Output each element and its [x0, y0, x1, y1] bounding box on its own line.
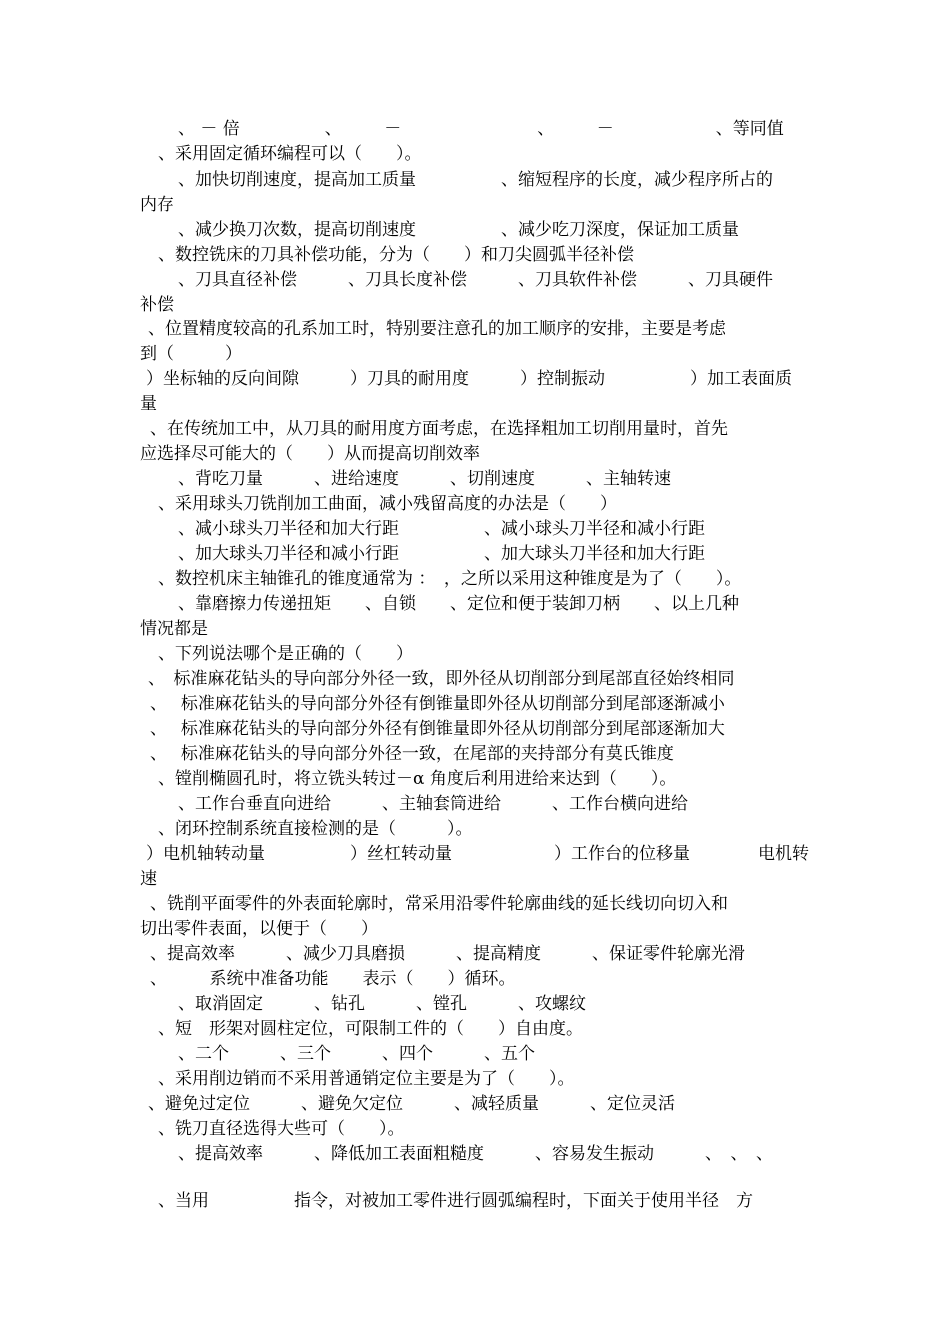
text-line: 切出零件表面，以便于（ ） [140, 919, 378, 939]
option-line: 、 标准麻花钻头的导向部分外径有倒锥量即外径从切削部分到尾部逐渐减小 [150, 694, 725, 714]
option-line: ）坐标轴的反向间隙 ）刀具的耐用度 ）控制振动 ）加工表面质 [146, 369, 792, 389]
text-line: 补偿 [140, 295, 174, 315]
question-line: 、镗削椭圆孔时，将立铣头转过－α 角度后利用进给来达到（ ）。 [158, 769, 677, 789]
text-line: 到（ ） [140, 344, 242, 364]
option-line: 、加大球头刀半径和减小行距 、加大球头刀半径和加大行距 [178, 544, 705, 564]
option-line: 、 标准麻花钻头的导向部分外径一致，在尾部的夹持部分有莫氏锥度 [150, 744, 674, 764]
option-line: 、靠磨擦力传递扭矩 、自锁 、定位和便于装卸刀柄 、以上几种 [178, 594, 739, 614]
question-line: 、采用削边销而不采用普通销定位主要是为了（ ）。 [158, 1069, 575, 1089]
option-line: 、减小球头刀半径和加大行距 、减小球头刀半径和减小行距 [178, 519, 705, 539]
text-line: 量 [140, 394, 157, 414]
question-line: 、闭环控制系统直接检测的是（ ）。 [158, 819, 473, 839]
text-line: 速 [140, 869, 157, 889]
question-line: 、铣削平面零件的外表面轮廓时，常采用沿零件轮廓曲线的延长线切向切入和 [150, 894, 728, 914]
option-line: 、二个 、三个 、四个 、五个 [178, 1044, 535, 1064]
option-line: 、背吃刀量 、进给速度 、切削速度 、主轴转速 [178, 469, 671, 489]
question-line: 、数控铣床的刀具补偿功能，分为（ ）和刀尖圆弧半径补偿 [158, 245, 634, 265]
question-line: 、位置精度较高的孔系加工时，特别要注意孔的加工顺序的安排，主要是考虑 [148, 319, 726, 339]
text-line: 应选择尽可能大的（ ）从而提高切削效率 [140, 444, 480, 464]
option-line: 、取消固定 、钻孔 、镗孔 、攻螺纹 [178, 994, 586, 1014]
option-line: 、 标准麻花钻头的导向部分外径一致，即外径从切削部分到尾部直径始终相同 [148, 669, 735, 689]
option-line: ）电机轴转动量 ）丝杠转动量 ）工作台的位移量 电机转 [146, 844, 809, 864]
option-line: 、工作台垂直向进给 、主轴套筒进给 、工作台横向进给 [178, 794, 688, 814]
question-line: 、当用 指令，对被加工零件进行圆弧编程时，下面关于使用半径 方 [158, 1191, 753, 1211]
text-line: 情况都是 [140, 619, 208, 639]
option-line: 、 标准麻花钻头的导向部分外径有倒锥量即外径从切削部分到尾部逐渐加大 [150, 719, 725, 739]
question-line: 、下列说法哪个是正确的（ ） [158, 644, 413, 664]
question-line: 、采用球头刀铣削加工曲面，减小残留高度的办法是（ ） [158, 494, 617, 514]
question-line: 、数控机床主轴锥孔的锥度通常为 ： ，之所以采用这种锥度是为了（ ）。 [158, 569, 742, 589]
text-line: 、 － 倍 、 － 、 － 、等同值 [178, 119, 784, 139]
question-line: 、采用固定循环编程可以（ ）。 [158, 144, 422, 164]
question-line: 、在传统加工中，从刀具的耐用度方面考虑，在选择粗加工切削用量时，首先 [150, 419, 728, 439]
question-line: 、 系统中准备功能 表示（ ）循环。 [150, 969, 516, 989]
option-line: 、避免过定位 、避免欠定位 、减轻质量 、定位灵活 [148, 1094, 675, 1114]
text-line: 内存 [140, 195, 174, 215]
option-line: 、提高效率 、降低加工表面粗糙度 、容易发生振动 、 、 、 [178, 1144, 773, 1164]
question-line: 、铣刀直径选得大些可（ ）。 [158, 1119, 405, 1139]
option-line: 、加快切削速度，提高加工质量 、缩短程序的长度，减少程序所占的 [178, 170, 773, 190]
option-line: 、减少换刀次数，提高切削速度 、减少吃刀深度，保证加工质量 [178, 220, 739, 240]
option-line: 、刀具直径补偿 、刀具长度补偿 、刀具软件补偿 、刀具硬件 [178, 270, 773, 290]
option-line: 、提高效率 、减少刀具磨损 、提高精度 、保证零件轮廓光滑 [150, 944, 745, 964]
question-line: 、短 形架对圆柱定位，可限制工件的（ ）自由度。 [158, 1019, 583, 1039]
